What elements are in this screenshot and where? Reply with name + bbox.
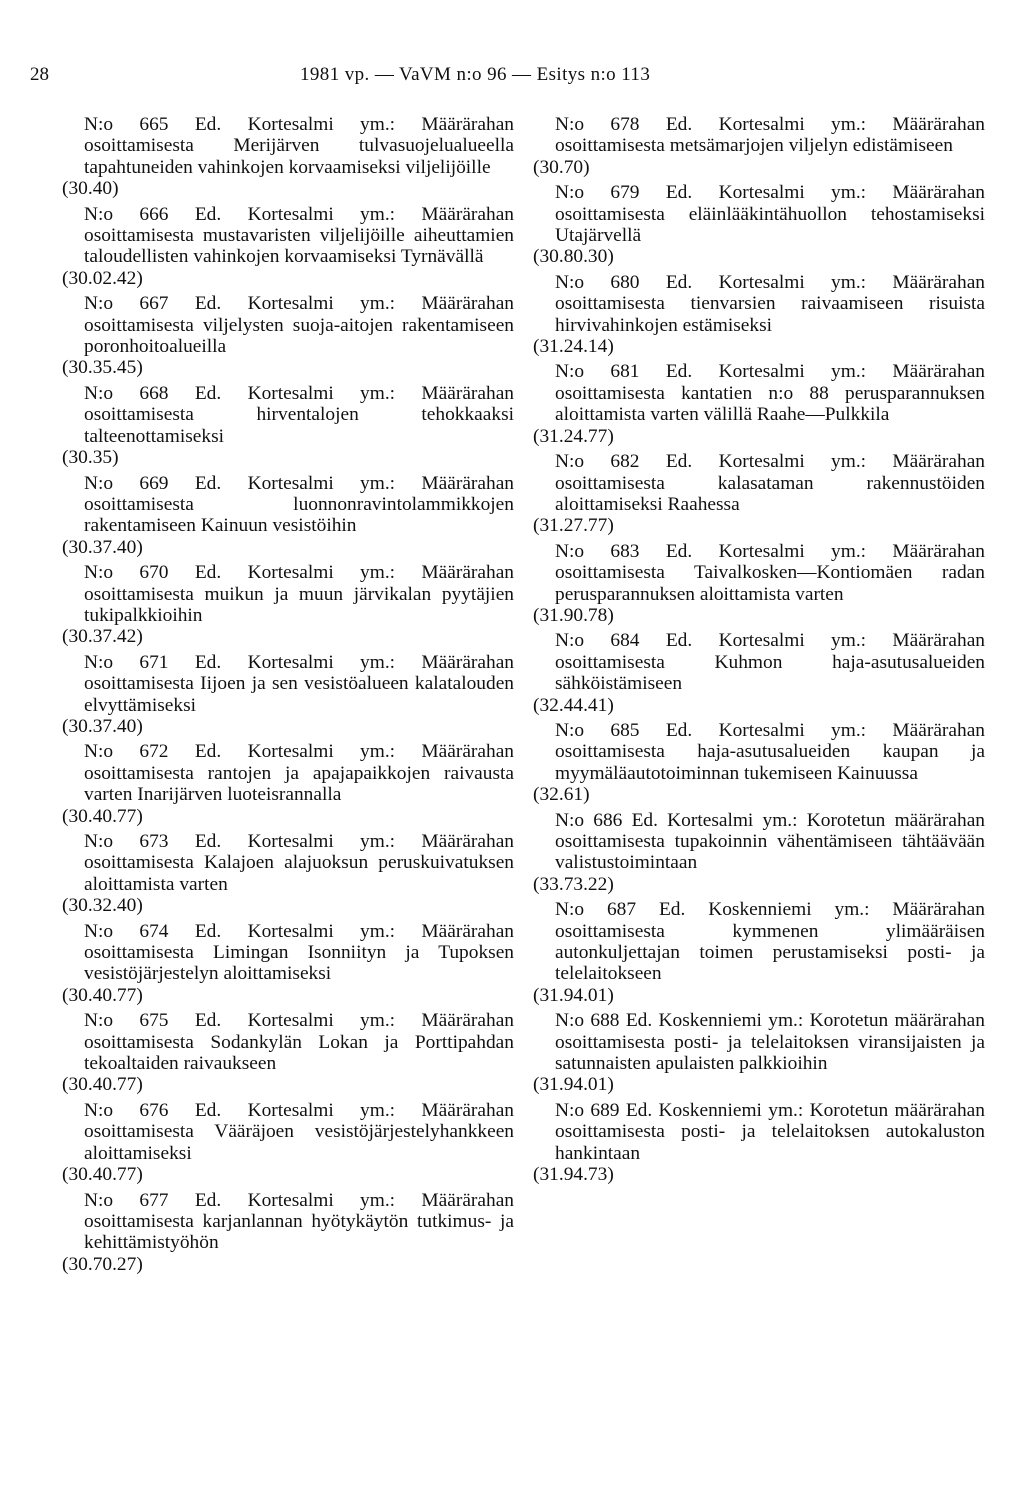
budget-item-code: (32.61) xyxy=(533,784,590,806)
motion-entry xyxy=(62,652,514,738)
motion-entry xyxy=(533,630,985,716)
entry-text: Määrärahan osoittamisesta Merijärven tulvasuojelualueella tapahtuneiden vahinkojen korvaamiseksi viljelijöille xyxy=(84,114,514,178)
entry-heading: N:o 689 Ed. Koskenniemi ym.: xyxy=(555,1099,804,1121)
entry-body xyxy=(62,741,514,805)
motion-entry xyxy=(533,114,985,178)
entry-body xyxy=(62,204,514,268)
left-column xyxy=(62,114,514,1279)
entry-heading: N:o 679 Ed. Kortesalmi ym.: xyxy=(555,182,867,204)
entry-heading: N:o 673 Ed. Kortesalmi ym.: xyxy=(84,831,396,852)
budget-item-code: (31.94.73) xyxy=(533,1164,614,1186)
page-header xyxy=(30,60,990,90)
motion-entry xyxy=(62,921,514,1007)
entry-text: Määrärahan osoittamisesta haja-asutusalueiden kaupan ja myymäläautotoiminnan tukemiseen Kainuussa xyxy=(555,719,985,784)
motion-entry xyxy=(533,720,985,806)
budget-item-code: (30.70.27) xyxy=(62,1253,143,1275)
entry-heading: N:o 677 Ed. Kortesalmi ym.: xyxy=(84,1189,396,1211)
entry-heading: N:o 676 Ed. Kortesalmi ym.: xyxy=(84,1099,396,1121)
entry-text: Määrärahan osoittamisesta Vääräjoen vesistöjärjestelyhankkeen aloittamiseksi xyxy=(84,1099,514,1164)
motion-entry xyxy=(533,1010,985,1096)
budget-item-code: (31.24.77) xyxy=(533,425,614,447)
entry-text: Korotetun määrärahan osoittamisesta posti- ja telelaitoksen viransijaisten ja satunnaisten apulaisten palkkioihin xyxy=(555,1010,985,1075)
motion-entry xyxy=(533,182,985,268)
entry-heading: N:o 671 Ed. Kortesalmi ym.: xyxy=(84,651,396,673)
entry-body xyxy=(62,114,514,178)
budget-item-code: (31.90.78) xyxy=(533,604,614,626)
entry-body xyxy=(533,810,985,874)
budget-item-code: (31.24.14) xyxy=(533,336,614,358)
entry-heading: N:o 688 Ed. Koskenniemi ym.: xyxy=(555,1010,804,1032)
entry-heading: N:o 685 Ed. Kortesalmi ym.: xyxy=(555,719,867,741)
entry-text: Määrärahan osoittamisesta Iijoen ja sen vesistöalueen kalatalouden elvyttämiseksi xyxy=(84,651,514,716)
entry-heading: N:o 672 Ed. Kortesalmi ym.: xyxy=(84,741,396,763)
entry-body xyxy=(533,720,985,784)
entry-heading: N:o 682 Ed. Kortesalmi ym.: xyxy=(555,451,867,473)
motion-entry xyxy=(62,562,514,648)
entry-text: Määrärahan osoittamisesta mustavaristen viljelijöille aiheuttamien taloudellisten vahinkojen korvaamiseksi Tyrnävällä xyxy=(84,203,514,268)
entry-body xyxy=(533,272,985,336)
budget-item-code: (31.94.01) xyxy=(533,1074,614,1096)
budget-item-code: (31.27.77) xyxy=(533,515,614,537)
budget-item-code: (30.37.40) xyxy=(62,715,143,737)
running-head: 1981 vp. — VaVM n:o 96 — Esitys n:o 113 xyxy=(300,64,651,85)
page-number: 28 xyxy=(30,64,49,85)
entry-text: Määrärahan osoittamisesta tienvarsien raivaamiseen risuista hirvivahinkojen estämiseksi xyxy=(555,271,985,336)
motion-entry xyxy=(62,473,514,559)
entry-text: Määrärahan osoittamisesta Kuhmon haja-asutusalueiden sähköistämiseen xyxy=(555,630,985,695)
entry-heading: N:o 669 Ed. Kortesalmi ym.: xyxy=(84,472,396,494)
entry-body xyxy=(62,293,514,357)
motion-entry xyxy=(533,451,985,537)
entry-text: Määrärahan osoittamisesta metsämarjojen viljelyn edistämiseen xyxy=(555,114,985,157)
budget-item-code: (30.40.77) xyxy=(62,984,143,1006)
entry-text: Määrärahan osoittamisesta eläinlääkintähuollon tehostamiseksi Utajärvellä xyxy=(555,182,985,247)
budget-item-code: (30.35) xyxy=(62,447,119,469)
entry-text: Korotetun määrärahan osoittamisesta tupakoinnin vähentämiseen tähtäävään valistustoimintaan xyxy=(555,809,985,874)
entry-body xyxy=(62,652,514,716)
entry-heading: N:o 686 Ed. Kortesalmi ym.: xyxy=(555,809,798,831)
budget-item-code: (30.40.77) xyxy=(62,1164,143,1186)
entry-body xyxy=(62,1100,514,1164)
entry-heading: N:o 678 Ed. Kortesalmi ym.: xyxy=(555,114,867,135)
motion-entry xyxy=(533,361,985,447)
entry-text: Määrärahan osoittamisesta luonnonravintolammikkojen rakentamiseen Kainuun vesistöihin xyxy=(84,472,514,537)
entry-text: Määrärahan osoittamisesta viljelysten suoja-aitojen rakentamiseen poronhoitoalueilla xyxy=(84,293,514,358)
entry-heading: N:o 683 Ed. Kortesalmi ym.: xyxy=(555,540,867,562)
entry-text: Korotetun määrärahan osoittamisesta posti- ja telelaitoksen autokaluston hankintaan xyxy=(555,1099,985,1164)
entry-text: Määrärahan osoittamisesta karjanlannan hyötykäytön tutkimus- ja kehittämistyöhön xyxy=(84,1189,514,1254)
entry-text: Määrärahan osoittamisesta muikun ja muun järvikalan pyytäjien tukipalkkioihin xyxy=(84,562,514,626)
entry-body xyxy=(62,383,514,447)
budget-item-code: (30.80.30) xyxy=(533,246,614,268)
budget-item-code: (30.70) xyxy=(533,156,590,178)
budget-item-code: (33.73.22) xyxy=(533,873,614,895)
entry-heading: N:o 666 Ed. Kortesalmi ym.: xyxy=(84,203,396,225)
entry-body xyxy=(533,361,985,425)
budget-item-code: (30.35.45) xyxy=(62,357,143,379)
entry-body xyxy=(533,541,985,605)
motion-entry xyxy=(533,272,985,358)
entry-body xyxy=(62,473,514,537)
entry-body xyxy=(62,562,514,626)
entry-text: Määrärahan osoittamisesta rantojen ja apajapaikkojen raivausta varten Inarijärven luoteisrannalla xyxy=(84,741,514,806)
entry-body xyxy=(533,899,985,985)
entry-body xyxy=(62,1010,514,1074)
motion-entry xyxy=(62,1190,514,1276)
entry-text: Määrärahan osoittamisesta Limingan Isonniityn ja Tupoksen vesistöjärjestelyn aloittamiseksi xyxy=(84,920,514,985)
budget-item-code: (30.32.40) xyxy=(62,895,143,917)
motion-entry xyxy=(62,1010,514,1096)
budget-item-code: (30.40.77) xyxy=(62,805,143,827)
entry-heading: N:o 680 Ed. Kortesalmi ym.: xyxy=(555,271,867,293)
entry-body xyxy=(533,630,985,694)
entry-body xyxy=(62,921,514,985)
budget-item-code: (30.40) xyxy=(62,178,119,200)
entry-text: Määrärahan osoittamisesta Kalajoen alajuoksun peruskuivatuksen aloittamista varten xyxy=(84,831,514,895)
motion-entry xyxy=(533,1100,985,1186)
entry-heading: N:o 667 Ed. Kortesalmi ym.: xyxy=(84,293,396,315)
motion-entry xyxy=(62,1100,514,1186)
entry-text: Määrärahan osoittamisesta hirventalojen tehokkaaksi talteenottamiseksi xyxy=(84,382,514,447)
budget-item-code: (30.37.40) xyxy=(62,536,143,558)
entry-body xyxy=(533,1100,985,1164)
entry-body xyxy=(533,451,985,515)
entry-text: Määrärahan osoittamisesta Sodankylän Lokan ja Porttipahdan tekoaltaiden raivaukseen xyxy=(84,1010,514,1075)
motion-entry xyxy=(62,204,514,290)
entry-heading: N:o 675 Ed. Kortesalmi ym.: xyxy=(84,1010,396,1032)
entry-heading: N:o 687 Ed. Koskenniemi ym.: xyxy=(555,899,870,921)
entry-body xyxy=(62,1190,514,1254)
entry-text: Määrärahan osoittamisesta Taivalkosken—Kontiomäen radan perusparannuksen aloittamista varten xyxy=(555,540,985,605)
budget-item-code: (30.02.42) xyxy=(62,267,143,289)
entry-text: Määrärahan osoittamisesta kantatien n:o 88 perusparannuksen aloittamista varten välillä Raahe—Pulkkila xyxy=(555,361,985,426)
motion-entry xyxy=(533,541,985,627)
budget-item-code: (32.44.41) xyxy=(533,694,614,716)
entry-text: Määrärahan osoittamisesta kalasataman rakennustöiden aloittamiseksi Raahessa xyxy=(555,451,985,515)
motion-entry xyxy=(62,741,514,827)
entry-body xyxy=(533,182,985,246)
budget-item-code: (30.37.42) xyxy=(62,626,143,648)
budget-item-code: (30.40.77) xyxy=(62,1074,143,1096)
motion-entry xyxy=(62,293,514,379)
entry-body xyxy=(533,1010,985,1074)
entry-text: Määrärahan osoittamisesta kymmenen ylimääräisen autonkuljettajan toimen perustamiseksi posti- ja telelaitokseen xyxy=(555,899,985,985)
motion-entry xyxy=(533,810,985,896)
entry-heading: N:o 668 Ed. Kortesalmi ym.: xyxy=(84,382,396,404)
entry-heading: N:o 665 Ed. Kortesalmi ym.: xyxy=(84,114,396,135)
motion-entry xyxy=(62,831,514,917)
right-column xyxy=(533,114,985,1190)
entry-heading: N:o 674 Ed. Kortesalmi ym.: xyxy=(84,920,396,942)
entry-heading: N:o 684 Ed. Kortesalmi ym.: xyxy=(555,630,867,652)
motion-entry xyxy=(62,383,514,469)
entry-heading: N:o 681 Ed. Kortesalmi ym.: xyxy=(555,361,867,383)
budget-item-code: (31.94.01) xyxy=(533,984,614,1006)
entry-body xyxy=(62,831,514,895)
motion-entry xyxy=(62,114,514,200)
motion-entry xyxy=(533,899,985,1006)
entry-heading: N:o 670 Ed. Kortesalmi ym.: xyxy=(84,562,396,584)
entry-body xyxy=(533,114,985,157)
